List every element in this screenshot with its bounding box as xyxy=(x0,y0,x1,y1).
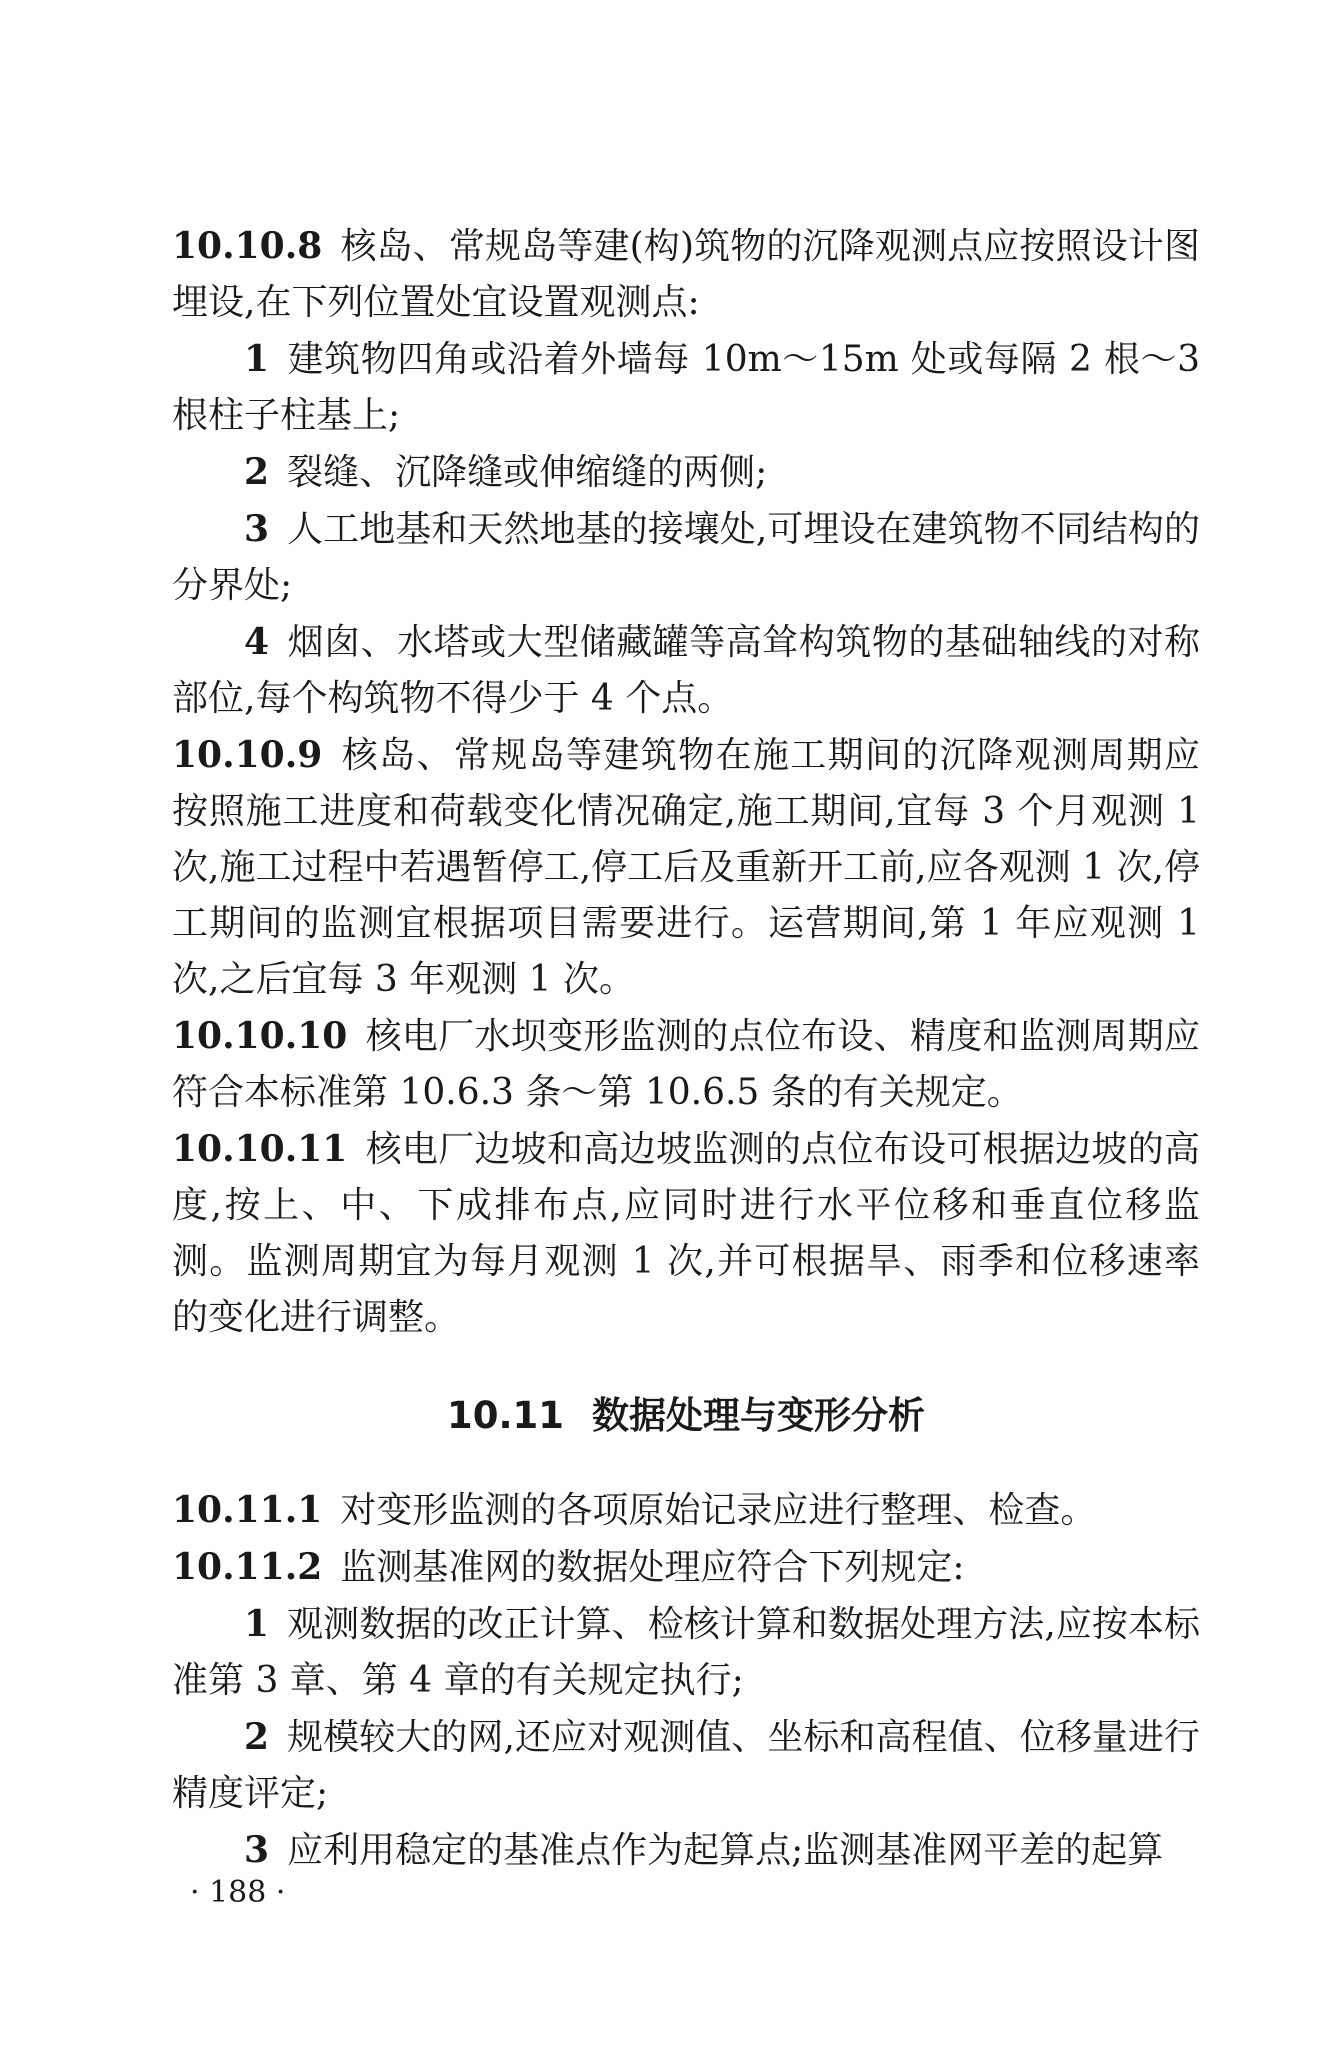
item-number: 1 xyxy=(244,1603,270,1645)
item-text: 应利用稳定的基准点作为起算点;监测基准网平差的起算 xyxy=(287,1830,1164,1871)
item-number: 4 xyxy=(244,621,270,663)
clause-text: 核岛、常规岛等建筑物在施工期间的沉降观测周期应按照施工进度和荷载变化情况确定,施工期间,宜每 3 个月观测 1 次,施工过程中若遇暂停工,停工后及重新开工前,应各观测 1 次,停工期间的监测宜根据项目需要进行。运营期间,第 1 年应观测 1 次,之后宜每 3 年观测 1 次。 xyxy=(172,735,1200,1000)
section-title-text: 数据处理与变形分析 xyxy=(592,1394,926,1437)
item-text: 人工地基和天然地基的接壤处,可埋设在建筑物不同结构的分界处; xyxy=(172,509,1200,606)
item-number: 1 xyxy=(244,338,270,380)
list-item xyxy=(172,1596,1200,1709)
clause-text: 核岛、常规岛等建(构)筑物的沉降观测点应按照设计图埋设,在下列位置处宜设置观测点: xyxy=(172,226,1200,323)
item-text: 观测数据的改正计算、检核计算和数据处理方法,应按本标准第 3 章、第 4 章的有关规定执行; xyxy=(172,1604,1200,1701)
list-item xyxy=(172,501,1200,614)
clause-text: 核电厂边坡和高边坡监测的点位布设可根据边坡的高度,按上、中、下成排布点,应同时进行水平位移和垂直位移监测。监测周期宜为每月观测 1 次,并可根据旱、雨季和位移速率的变化进行调整。 xyxy=(172,1129,1200,1338)
item-number: 3 xyxy=(244,508,270,550)
clause-text: 监测基准网的数据处理应符合下列规定: xyxy=(340,1547,965,1588)
item-number: 2 xyxy=(244,451,270,493)
clause-text: 对变形监测的各项原始记录应进行整理、检查。 xyxy=(340,1490,1097,1531)
clause-number: 10.11.1 xyxy=(172,1489,323,1531)
item-text: 烟囱、水塔或大型储藏罐等高耸构筑物的基础轴线的对称部位,每个构筑物不得少于 4 个点。 xyxy=(172,622,1200,719)
page-body xyxy=(172,218,1200,1879)
list-item xyxy=(172,331,1200,444)
section-number: 10.11 xyxy=(446,1394,565,1437)
list-item xyxy=(172,1709,1200,1822)
clause-number: 10.10.10 xyxy=(172,1015,348,1057)
item-text: 建筑物四角或沿着外墙每 10m～15m 处或每隔 2 根～3 根柱子柱基上; xyxy=(172,339,1200,436)
clause-text: 核电厂水坝变形监测的点位布设、精度和监测周期应符合本标准第 10.6.3 条～第 10.6.5 条的有关规定。 xyxy=(172,1016,1200,1113)
item-number: 3 xyxy=(244,1829,270,1871)
clause-10-10-11 xyxy=(172,1121,1200,1346)
clause-number: 10.10.8 xyxy=(172,225,323,267)
clause-10-11-1 xyxy=(172,1482,1200,1539)
item-text: 裂缝、沉降缝或伸缩缝的两侧; xyxy=(287,452,768,493)
clause-number: 10.10.9 xyxy=(172,734,323,776)
list-item xyxy=(172,1822,1200,1879)
page-number: · 188 · xyxy=(190,1875,286,1910)
item-number: 2 xyxy=(244,1716,270,1758)
clause-number: 10.10.11 xyxy=(172,1128,348,1170)
clause-number: 10.11.2 xyxy=(172,1546,323,1588)
list-item xyxy=(172,614,1200,727)
section-heading xyxy=(172,1388,1200,1444)
item-text: 规模较大的网,还应对观测值、坐标和高程值、位移量进行精度评定; xyxy=(172,1717,1200,1814)
clause-10-10-9 xyxy=(172,727,1200,1008)
clause-10-11-2 xyxy=(172,1539,1200,1596)
list-item xyxy=(172,444,1200,501)
clause-10-10-8 xyxy=(172,218,1200,331)
clause-10-10-10 xyxy=(172,1008,1200,1121)
